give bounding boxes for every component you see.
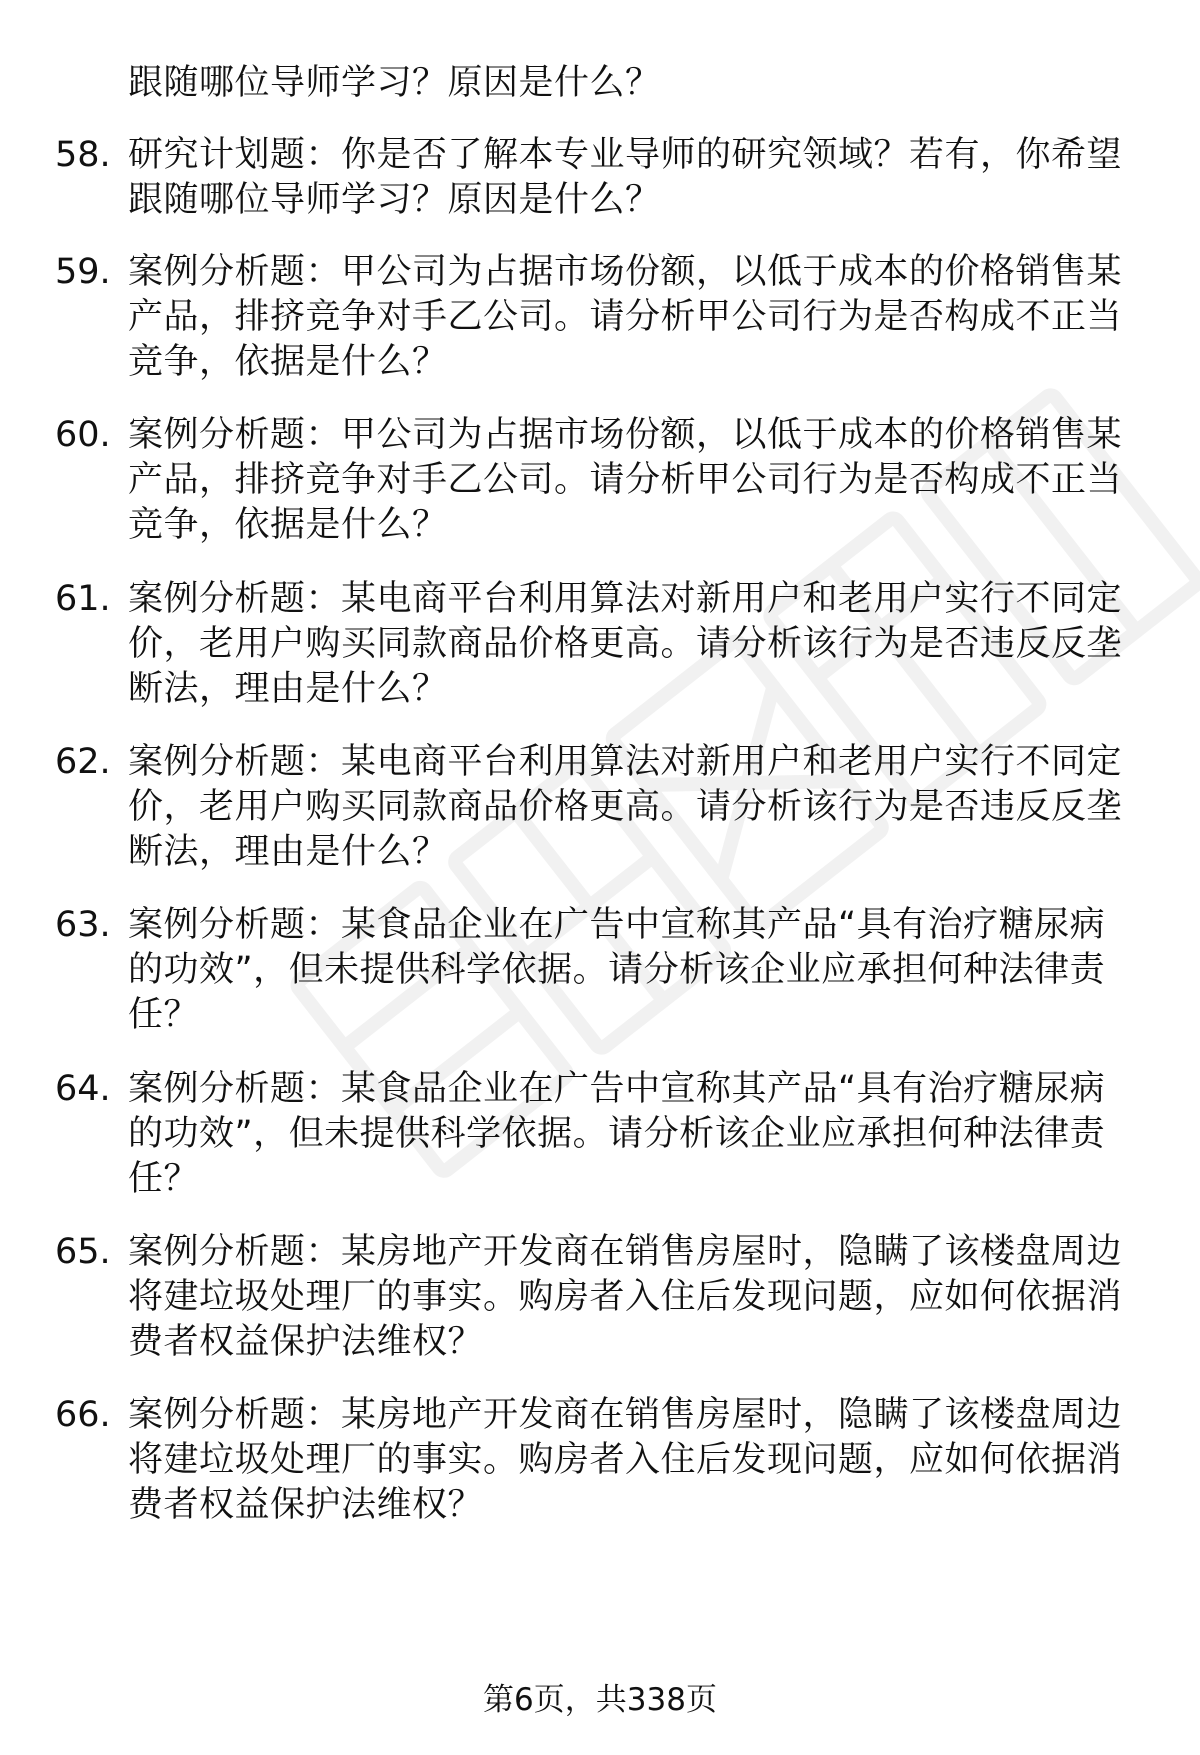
question-number: 63. — [55, 905, 111, 945]
question-line: 将建垃圾处理厂的事实。购房者入住后发现问题，应如何依据消 — [128, 1277, 1123, 1317]
question-line: 任？ — [128, 1159, 200, 1199]
question-line: 断法，理由是什么？ — [128, 832, 448, 872]
question-number: 58. — [55, 135, 111, 175]
question-number: 60. — [55, 415, 111, 455]
question-line: 案例分析题：某电商平台利用算法对新用户和老用户实行不同定 — [128, 579, 1123, 619]
continued-question-text: 跟随哪位导师学习？原因是什么？ — [128, 63, 661, 103]
question-line: 跟随哪位导师学习？原因是什么？ — [128, 180, 661, 220]
question-line: 费者权益保护法维权？ — [128, 1322, 484, 1362]
question-line: 将建垃圾处理厂的事实。购房者入住后发现问题，应如何依据消 — [128, 1440, 1123, 1480]
question-line: 案例分析题：甲公司为占据市场份额，以低于成本的价格销售某 — [128, 415, 1123, 455]
question-number: 59. — [55, 252, 111, 292]
question-line: 的功效”，但未提供科学依据。请分析该企业应承担何种法律责 — [128, 1114, 1106, 1154]
question-line: 断法，理由是什么？ — [128, 669, 448, 709]
question-line: 产品，排挤竞争对手乙公司。请分析甲公司行为是否构成不正当 — [128, 297, 1123, 337]
question-line: 案例分析题：某食品企业在广告中宣称其产品“具有治疗糖尿病 — [128, 905, 1106, 945]
question-line: 案例分析题：某电商平台利用算法对新用户和老用户实行不同定 — [128, 742, 1123, 782]
question-line: 竞争，依据是什么？ — [128, 342, 448, 382]
question-line: 案例分析题：某食品企业在广告中宣称其产品“具有治疗糖尿病 — [128, 1069, 1106, 1109]
question-number: 61. — [55, 579, 111, 619]
question-number: 65. — [55, 1232, 111, 1272]
question-line: 产品，排挤竞争对手乙公司。请分析甲公司行为是否构成不正当 — [128, 460, 1123, 500]
question-line: 案例分析题：某房地产开发商在销售房屋时，隐瞒了该楼盘周边 — [128, 1232, 1123, 1272]
question-number: 62. — [55, 742, 111, 782]
question-number: 64. — [55, 1069, 111, 1109]
question-line: 研究计划题：你是否了解本专业导师的研究领域？若有，你希望 — [128, 135, 1123, 175]
question-line: 案例分析题：某房地产开发商在销售房屋时，隐瞒了该楼盘周边 — [128, 1395, 1123, 1435]
question-line: 价，老用户购买同款商品价格更高。请分析该行为是否违反反垄 — [128, 624, 1123, 664]
question-line: 案例分析题：甲公司为占据市场份额，以低于成本的价格销售某 — [128, 252, 1123, 292]
question-line: 任？ — [128, 995, 200, 1035]
question-line: 价，老用户购买同款商品价格更高。请分析该行为是否违反反垄 — [128, 787, 1123, 827]
question-line: 竞争，依据是什么？ — [128, 505, 448, 545]
page-footer: 第6页，共338页 — [483, 1682, 717, 1718]
question-line: 费者权益保护法维权？ — [128, 1485, 484, 1525]
question-line: 的功效”，但未提供科学依据。请分析该企业应承担何种法律责 — [128, 950, 1106, 990]
question-number: 66. — [55, 1395, 111, 1435]
